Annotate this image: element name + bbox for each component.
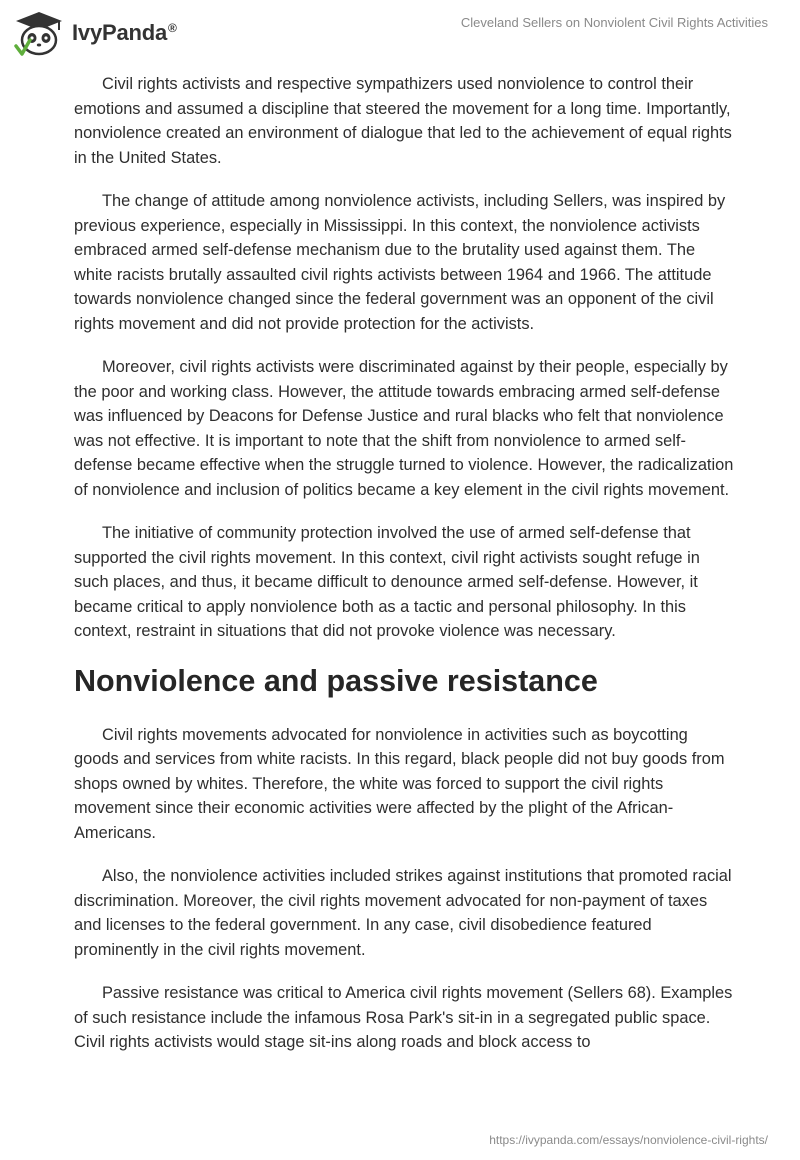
- paragraph: Civil rights movements advocated for nonviolence in activities such as boycotting goods and services from white racists. In this regard, black people did not buy goods from shops owned by whites. Therefore, the white was forced to support the civil rights movement since their economic activities were affected by the plight of the African-Americans.: [74, 725, 725, 842]
- paragraph: Moreover, civil rights activists were discriminated against by their people, especially by the poor and working class. However, the attitude towards embracing armed self-defense was influenced by Deacons for Defense Justice and rural blacks who felt that nonviolence was not effective. It is important to note that the shift from nonviolence to armed self-defense became effective when the struggle turned to violence. However, the radicalization of nonviolence and inclusion of politics became a key element in the civil rights movement.: [74, 358, 734, 499]
- paragraph: Civil rights activists and respective sympathizers used nonviolence to control their emotions and assumed a discipline that steered the movement for a long time. Importantly, nonviolence created an environment of dialogue that led to the achievement of equal rights in the United States.: [74, 75, 732, 167]
- panda-graduate-icon: [14, 10, 64, 56]
- document-title: Cleveland Sellers on Nonviolent Civil Rights Activities: [460, 15, 768, 30]
- paragraph: The initiative of community protection involved the use of armed self-defense that supported the civil rights movement. In this context, civil right activists sought refuge in such places, and thus, it became difficult to denounce armed self-defense. However, it became critical to apply nonviolence both as a tactic and personal philosophy. In this context, restraint in situations that did not provoke violence was necessary.: [74, 524, 700, 640]
- source-url[interactable]: https://ivypanda.com/essays/nonviolence-civil-rights/: [489, 1133, 768, 1147]
- paragraph: Passive resistance was critical to America civil rights movement (Sellers 68). Examples of such resistance include the infamous Rosa Park's sit-in in a segregated public space. Civil rights activists would stage sit-ins along roads and block access to: [74, 984, 733, 1051]
- paragraph: The change of attitude among nonviolence activists, including Sellers, was inspired by previous experience, especially in Mississippi. In this context, the nonviolence activists embraced armed self-defense mechanism due to the brutality used against them. The white racists brutally assaulted civil rights activists between 1964 and 1966. The attitude towards nonviolence changed since the federal government was an opponent of the civil rights movement and did not provide protection for the activists.: [74, 192, 726, 333]
- section-heading: Nonviolence and passive resistance: [74, 663, 598, 698]
- paragraph: Also, the nonviolence activities included strikes against institutions that promoted racial discrimination. Moreover, the civil rights movement advocated for non-payment of taxes and licenses to the federal government. In any case, civil disobedience featured prominently in the civil rights movement.: [74, 867, 732, 959]
- logo-wordmark: IvyPanda®: [72, 20, 177, 45]
- ivypanda-logo[interactable]: [14, 10, 177, 56]
- page-header: [0, 0, 800, 70]
- essay-body: [74, 72, 734, 1074]
